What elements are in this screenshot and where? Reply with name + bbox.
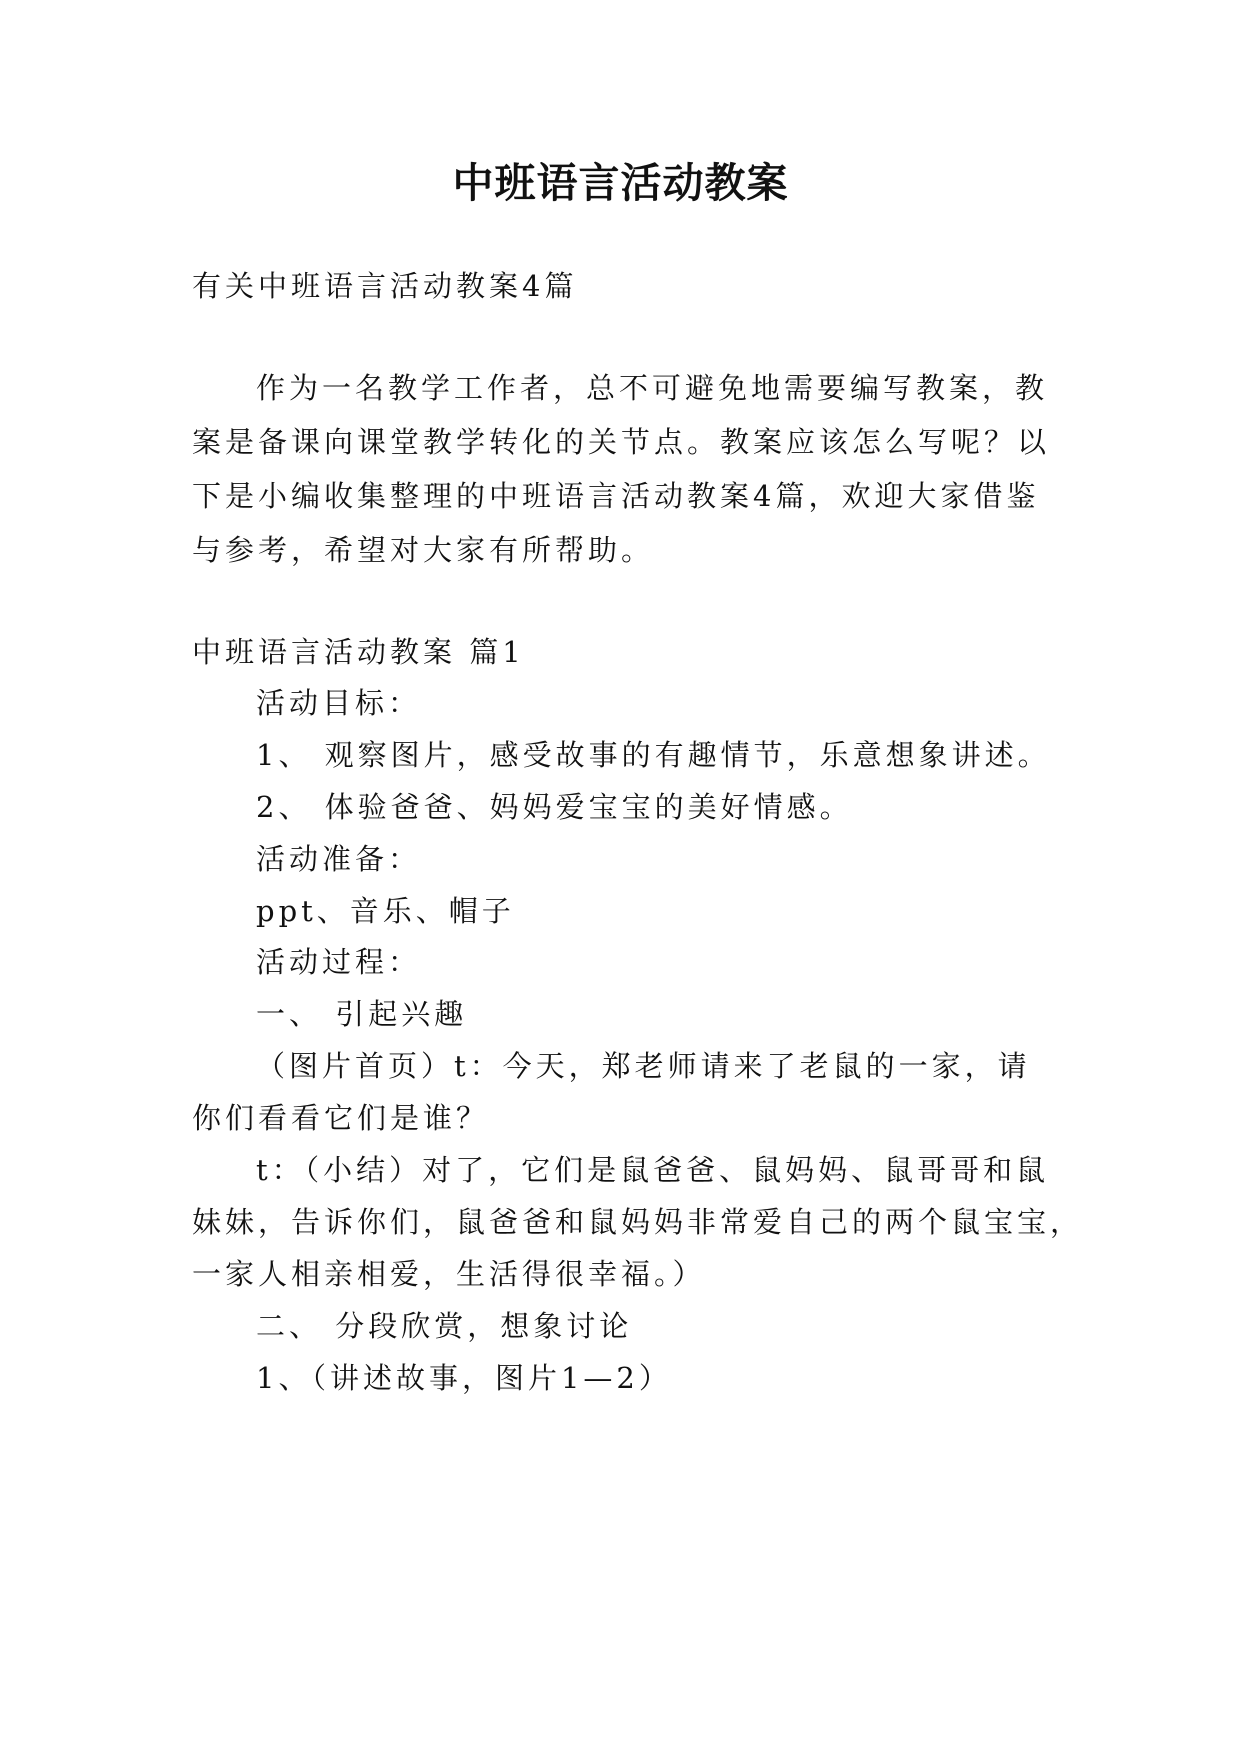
intro-line: 作为一名教学工作者，总不可避免地需要编写教案，教: [256, 371, 1049, 405]
body-line: 一、 引起兴趣: [256, 997, 468, 1031]
body-line: ppt、音乐、帽子: [256, 894, 515, 928]
body-line: 1、（讲述故事，图片1—2）: [256, 1361, 672, 1395]
body-line: 一家人相亲相爱，生活得很幸福。）: [192, 1257, 706, 1291]
intro-line: 案是备课向课堂教学转化的关节点。教案应该怎么写呢？以: [192, 425, 1051, 459]
body-line: 1、 观察图片，感受故事的有趣情节，乐意想象讲述。: [256, 738, 1051, 772]
section-heading: 中班语言活动教案 篇1: [192, 635, 525, 669]
body-line: 妹妹，告诉你们，鼠爸爸和鼠妈妈非常爱自己的两个鼠宝宝，: [192, 1205, 1084, 1239]
body-line: 活动过程：: [256, 945, 422, 979]
body-line: 活动准备：: [256, 842, 422, 876]
body-line: 活动目标：: [256, 686, 422, 720]
document-title: 中班语言活动教案: [452, 159, 789, 207]
body-line: t：（小结）对了，它们是鼠爸爸、鼠妈妈、鼠哥哥和鼠: [256, 1153, 1050, 1187]
body-line: （图片首页）t：今天，郑老师请来了老鼠的一家，请: [256, 1049, 1031, 1083]
intro-line: 与参考，希望对大家有所帮助。: [192, 533, 655, 567]
intro-line: 下是小编收集整理的中班语言活动教案4篇，欢迎大家借鉴: [192, 479, 1040, 513]
document-subtitle: 有关中班语言活动教案4篇: [192, 269, 578, 303]
body-line: 你们看看它们是谁？: [192, 1101, 490, 1135]
body-line: 二、 分段欣赏，想象讨论: [256, 1309, 633, 1343]
body-line: 2、 体验爸爸、妈妈爱宝宝的美好情感。: [256, 790, 853, 824]
